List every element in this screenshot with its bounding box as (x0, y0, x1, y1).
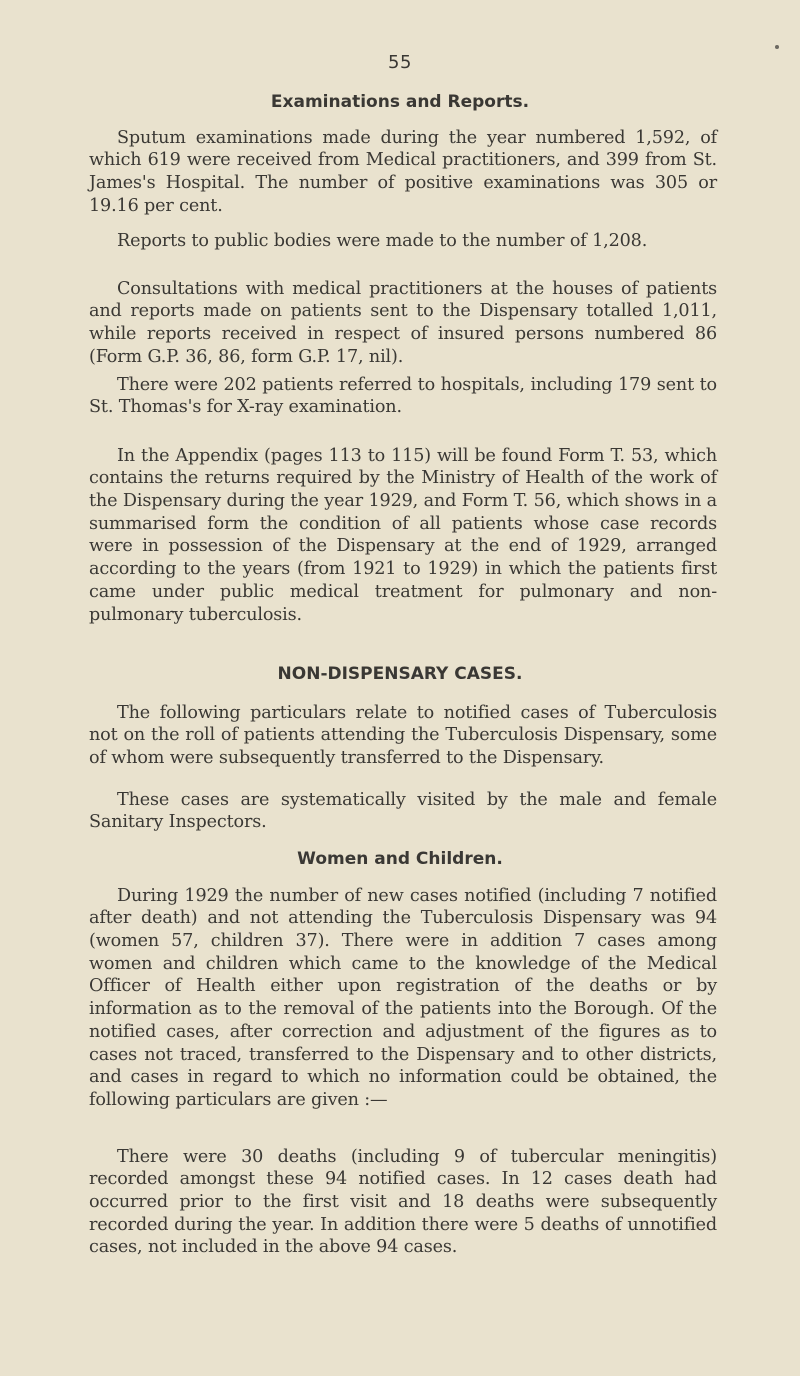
paragraph-new-cases-1929: During 1929 the number of new cases notified (including 7 notified after death) and not attending the Tuberculosis Dispensary was 94 (women 57, children 37). There were in addition 7 cases among women and children which came to the knowledge of the Medical Officer of Health either upon registration of the deaths or by information as to the removal of the patients into the Borough. Of the notified cases, after correction and adjustment of the figures as to cases not traced, transferred to the Dispensary and to other districts, and cases in regard to which no information could be obtained, the following particulars are given :— (89, 885, 717, 1110)
page-speck (775, 45, 779, 49)
paragraph-hospital-referrals: There were 202 patients referred to hospitals, including 179 sent to St. Thomas's for X-ray examination. (89, 374, 717, 418)
paragraph-non-dispensary-particulars: The following particulars relate to notified cases of Tuberculosis not on the roll of patients attending the Tuberculosis Dispensary, some of whom were subsequently transferred to the Dispensary. (89, 702, 717, 768)
section-heading-women-children: Women and Children. (297, 849, 503, 869)
paragraph-sputum-examinations: Sputum examinations made during the year numbered 1,592, of which 619 were received from Medical practitioners, and 399 from St. James's Hospital. The number of positive examinations was 305 or 19.16 per cent. (89, 127, 717, 216)
section-heading-examinations: Examinations and Reports. (270, 92, 530, 112)
paragraph-appendix: In the Appendix (pages 113 to 115) will be found Form T. 53, which contains the returns required by the Ministry of Health of the work of the Dispensary during the year 1929, and Form T. 56, which shows in a summarised form the condition of all patients whose case records were in possession of the Dispensary at the end of 1929, arranged according to the years (from 1921 to 1929) in which the patients first came under public medical treatment for pulmonary and non-pulmonary tuberculosis. (89, 445, 717, 625)
paragraph-reports-public-bodies: Reports to public bodies were made to the number of 1,208. (117, 230, 648, 251)
paragraph-consultations: Consultations with medical practitioners at the houses of patients and reports made on patients sent to the Dispensary totalled 1,011, while reports received in respect of insured persons numbered 86 (Form G.P. 36, 86, form G.P. 17, nil). (89, 278, 717, 367)
section-heading-non-dispensary: NON-DISPENSARY CASES. (277, 664, 523, 684)
page-number: 55 (388, 52, 412, 73)
paragraph-deaths: There were 30 deaths (including 9 of tubercular meningitis) recorded amongst these 94 notified cases. In 12 cases death had occurred prior to the first visit and 18 deaths were subsequently recorded during the year. In addition there were 5 deaths of unnotified cases, not included in the above 94 cases. (89, 1146, 717, 1258)
paragraph-sanitary-inspectors: These cases are systematically visited by the male and female Sanitary Inspectors. (89, 789, 717, 833)
